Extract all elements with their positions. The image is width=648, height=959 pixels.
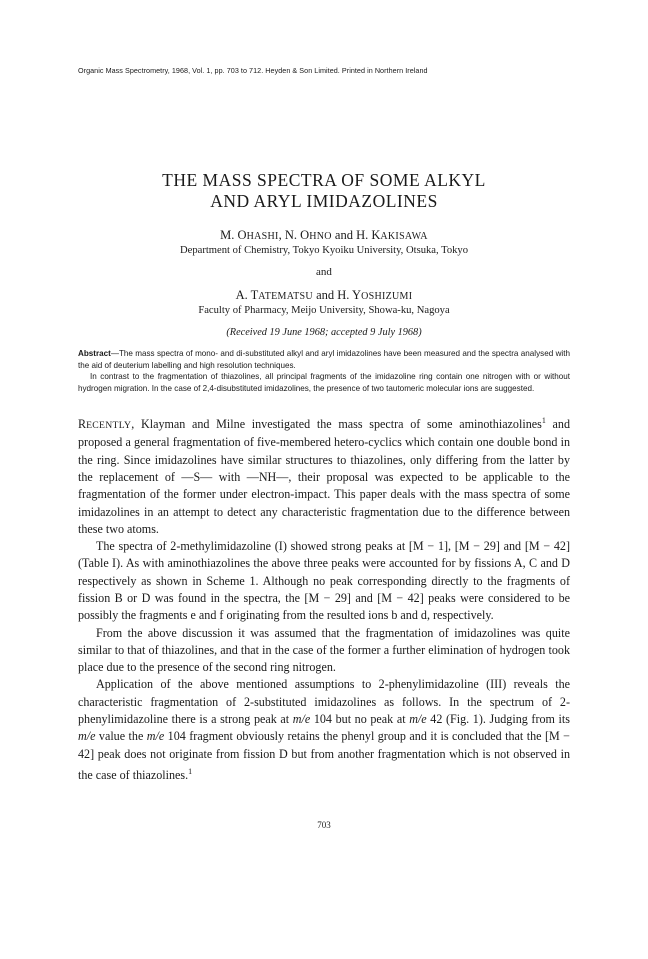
paragraph-text: Application of the above mentioned assumptions to 2-phenylimidazoline (III) reveals the characteristic fragmentation of 2-substituted imidazolines as follows. In the spectrum of 2-phenylimidazoline there is a strong peak at (78, 677, 570, 727)
author-line-2 (0, 288, 648, 303)
paragraph-text: and proposed a general fragmentation of five-membered hetero-cyclics which contain one double bond in the ring. Since imidazolines have similar structures to thiazolines, only differing from the latter by the replacement of —S— with —NH—, their proposal was expected to be applicable to the fragmentation of the former under electron-impact. This paper deals with the mass spectra of some imidazolines in an attempt to detect any characteristic fragmentation due to the difference between these two atoms. (78, 417, 570, 536)
article-title (0, 170, 648, 212)
author-initial: , N. O (278, 228, 310, 242)
reference-marker: 1 (188, 766, 193, 776)
running-header: Organic Mass Spectrometry, 1968, Vol. 1, pp. 703 to 712. Heyden & Son Limited. Printed in Northern Ireland (78, 66, 428, 75)
body-paragraph-2: The spectra of 2-methylimidazoline (I) showed strong peaks at [M − 1], [M − 29] and [M − 42] (Table I). As with aminothiazolines the above three peaks were accounted for by fissions A, C and D respectively as shown in Scheme 1. Although no peak corresponding directly to the fragments of fission B or D was found in the spectra, the [M − 29] and [M − 42] peaks were considered to be possibly the fragments e and f originating from the resulted ions b and d, respectively. (78, 539, 570, 623)
author-initial: M. O (220, 228, 247, 242)
paragraph-text: 104 but no peak at (310, 712, 410, 727)
mz-symbol: m/e (78, 729, 96, 744)
reference-marker: 1 (541, 416, 546, 425)
mz-symbol: m/e (409, 712, 427, 727)
author-name-rest: HNO (309, 231, 332, 242)
abstract-label: Abstract (78, 349, 111, 358)
author-name-rest: HASHI (246, 231, 279, 242)
mz-symbol: m/e (292, 712, 311, 727)
author-initial: A. T (235, 288, 259, 302)
mz-symbol: m/e (146, 729, 165, 744)
lead-small-caps: ECENTLY (86, 420, 132, 432)
abstract-paragraph-1 (78, 348, 570, 371)
affiliation-1: Department of Chemistry, Tokyo Kyoiku University, Otsuka, Tokyo (179, 245, 469, 256)
abstract-text: —The mass spectra of mono- and di-substituted alkyl and aryl imidazolines have been measured and the spectra analysed with the aid of deuterium labelling and high resolution techniques. (78, 349, 570, 370)
paragraph-text: value the (95, 729, 147, 744)
author-separator: and (316, 266, 332, 278)
author-name-rest: OSHIZUMI (361, 291, 413, 302)
body-text (78, 412, 570, 784)
affiliation-2: Faculty of Pharmacy, Meijo University, Showa-ku, Nagoya (198, 305, 450, 316)
page-number: 703 (317, 820, 331, 830)
body-paragraph-1 (78, 412, 570, 538)
body-paragraph-4 (78, 676, 570, 784)
received-dates: (Received 19 June 1968; accepted 9 July 1968) (226, 327, 422, 338)
paragraph-text: 42 (Fig. 1). Judging from its (426, 712, 570, 727)
paragraph-text: , Klayman and Milne investigated the mass spectra of some aminothiazolines (131, 417, 542, 432)
paragraph-text: 104 fragment obviously retains the phenyl group and it is concluded that the [M − 42] peak does not originate from fission D but from another fragmentation which is not observed in the case of thiazolines. (78, 729, 570, 782)
body-paragraph-3: From the above discussion it was assumed that the fragmentation of imidazolines was quite similar to that of thiazolines, and that in the case of the former a further elimination of hydrogen took place due to the presence of the second ring nitrogen. (78, 625, 570, 675)
abstract (78, 348, 570, 395)
author-line-1 (0, 228, 648, 243)
author-initial: and H. K (331, 228, 381, 242)
title-line-1: THE MASS SPECTRA OF SOME ALKYL (162, 170, 486, 190)
title-line-2: AND ARYL IMIDAZOLINES (210, 191, 438, 211)
abstract-paragraph-2: In contrast to the fragmentation of thiazolines, all principal fragments of the imidazoline ring contain one nitrogen with or without hydrogen migration. In the case of 2,4-disubstituted imidazolines, the presence of two tautomeric molecular ions are suggested. (78, 372, 570, 394)
lead-initial: R (78, 417, 87, 432)
author-name-rest: ATEMATSU (258, 291, 313, 302)
author-initial: and H. Y (312, 288, 362, 302)
author-name-rest: AKISAWA (380, 231, 428, 242)
